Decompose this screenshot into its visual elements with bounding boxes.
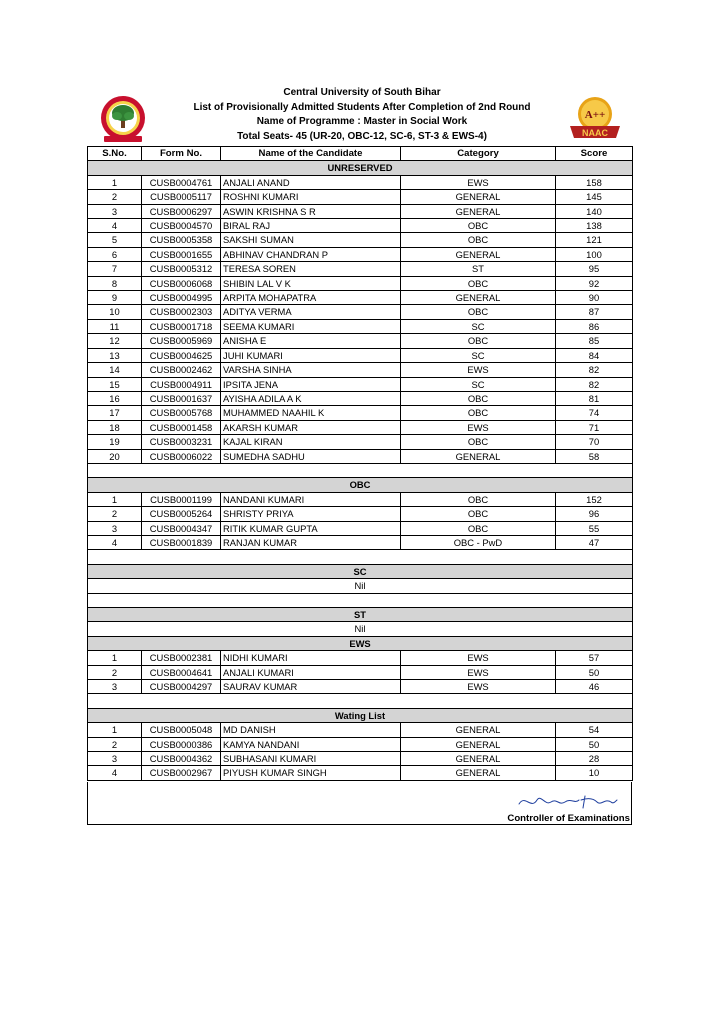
cell-form-no: CUSB0005969 [142,334,221,348]
cell-score: 82 [556,363,633,377]
table-row [88,406,633,420]
cell-score: 58 [556,449,633,463]
section-header-row [88,708,633,722]
cell-candidate-name: AYISHA ADILA A K [221,391,401,405]
cell-sno: 9 [88,291,142,305]
table-row [88,435,633,449]
cell-score: 81 [556,391,633,405]
table-row [88,334,633,348]
cell-sno: 2 [88,190,142,204]
naac-label: NAAC [582,128,608,138]
cell-candidate-name: KAMYA NANDANI [221,737,401,751]
cell-score: 82 [556,377,633,391]
cell-sno: 7 [88,262,142,276]
cell-form-no: CUSB0006022 [142,449,221,463]
cell-candidate-name: KAJAL KIRAN [221,435,401,449]
cell-sno: 2 [88,737,142,751]
cell-form-no: CUSB0002303 [142,305,221,319]
university-name: Central University of South Bihar [283,87,441,98]
table-row [88,204,633,218]
cell-category: OBC [401,521,556,535]
col-form-no: Form No. [142,147,221,161]
cell-form-no: CUSB0001458 [142,420,221,434]
cell-form-no: CUSB0003231 [142,435,221,449]
cell-score: 54 [556,723,633,737]
section-header-row [88,478,633,492]
cell-candidate-name: ARPITA MOHAPATRA [221,291,401,305]
section-title: EWS [88,636,633,650]
blank-row [88,593,633,607]
cell-category: OBC [401,219,556,233]
cell-category: OBC [401,391,556,405]
cell-sno: 1 [88,651,142,665]
university-seal-logo [96,94,150,144]
table-row [88,190,633,204]
cell-candidate-name: RITIK KUMAR GUPTA [221,521,401,535]
cell-candidate-name: SAURAV KUMAR [221,679,401,693]
controller-of-examinations: Controller of Examinations [507,813,630,824]
table-row [88,276,633,290]
blank-cell [88,550,633,564]
cell-score: 87 [556,305,633,319]
col-sno: S.No. [88,147,142,161]
cell-form-no: CUSB0001655 [142,247,221,261]
cell-form-no: CUSB0004347 [142,521,221,535]
cell-candidate-name: SHIBIN LAL V K [221,276,401,290]
cell-score: 50 [556,737,633,751]
naac-grade: A++ [584,109,606,121]
blank-cell [88,463,633,477]
cell-form-no: CUSB0002381 [142,651,221,665]
cell-category: OBC [401,334,556,348]
cell-candidate-name: ADITYA VERMA [221,305,401,319]
table-row [88,247,633,261]
cell-category: OBC [401,435,556,449]
cell-category: GENERAL [401,247,556,261]
cell-form-no: CUSB0004761 [142,175,221,189]
table-row [88,291,633,305]
programme-name: Name of Programme : Master in Social Work [256,116,468,127]
cell-candidate-name: ANISHA E [221,334,401,348]
table-row [88,535,633,549]
section-title: Wating List [88,708,633,722]
cell-form-no: CUSB0004911 [142,377,221,391]
nil-text: Nil [88,622,633,636]
cell-category: EWS [401,665,556,679]
cell-sno: 16 [88,391,142,405]
table-row [88,391,633,405]
blank-row [88,694,633,708]
cell-form-no: CUSB0004297 [142,679,221,693]
cell-score: 47 [556,535,633,549]
section-header-row [88,564,633,578]
cell-category: EWS [401,363,556,377]
cell-candidate-name: NANDANI KUMARI [221,492,401,506]
cell-sno: 13 [88,348,142,362]
cell-category: OBC [401,406,556,420]
nil-row [88,579,633,593]
cell-form-no: CUSB0001199 [142,492,221,506]
cell-candidate-name: SEEMA KUMARI [221,319,401,333]
cell-sno: 2 [88,507,142,521]
cell-score: 84 [556,348,633,362]
blank-cell [88,593,633,607]
cell-sno: 1 [88,175,142,189]
cell-form-no: CUSB0005358 [142,233,221,247]
admission-list-table [87,146,633,781]
cell-score: 28 [556,752,633,766]
cell-category: OBC [401,492,556,506]
table-row [88,723,633,737]
list-title: List of Provisionally Admitted Students After Completion of 2nd Round [193,101,531,113]
cell-sno: 5 [88,233,142,247]
cell-category: OBC [401,507,556,521]
cell-sno: 3 [88,521,142,535]
cell-form-no: CUSB0000386 [142,737,221,751]
cell-score: 46 [556,679,633,693]
cell-form-no: CUSB0004570 [142,219,221,233]
table-row [88,766,633,780]
cell-score: 145 [556,190,633,204]
cell-sno: 17 [88,406,142,420]
table-row [88,665,633,679]
cell-form-no: CUSB0004362 [142,752,221,766]
cell-form-no: CUSB0005768 [142,406,221,420]
cell-category: GENERAL [401,737,556,751]
table-row [88,319,633,333]
cell-score: 92 [556,276,633,290]
cell-score: 95 [556,262,633,276]
cell-candidate-name: SHRISTY PRIYA [221,507,401,521]
cell-category: EWS [401,175,556,189]
cell-form-no: CUSB0006297 [142,204,221,218]
cell-form-no: CUSB0002967 [142,766,221,780]
table-row [88,233,633,247]
cell-score: 121 [556,233,633,247]
section-header-row [88,636,633,650]
section-title: UNRESERVED [88,161,633,175]
col-candidate-name: Name of the Candidate [221,147,401,161]
cell-category: EWS [401,679,556,693]
cell-candidate-name: SUMEDHA SADHU [221,449,401,463]
cell-form-no: CUSB0004641 [142,665,221,679]
cell-category: GENERAL [401,723,556,737]
table-row [88,521,633,535]
cell-score: 138 [556,219,633,233]
col-category: Category [401,147,556,161]
cell-form-no: CUSB0005117 [142,190,221,204]
cell-sno: 1 [88,723,142,737]
cell-score: 57 [556,651,633,665]
table-row [88,507,633,521]
cell-form-no: CUSB0001637 [142,391,221,405]
col-score: Score [556,147,633,161]
cell-candidate-name: ASWIN KRISHNA S R [221,204,401,218]
cell-candidate-name: PIYUSH KUMAR SINGH [221,766,401,780]
cell-category: SC [401,348,556,362]
table-row [88,305,633,319]
table-row [88,679,633,693]
cell-sno: 12 [88,334,142,348]
table-row [88,492,633,506]
cell-category: EWS [401,651,556,665]
cell-score: 50 [556,665,633,679]
cell-candidate-name: ANJALI KUMARI [221,665,401,679]
cell-score: 140 [556,204,633,218]
cell-candidate-name: JUHI KUMARI [221,348,401,362]
cell-form-no: CUSB0004625 [142,348,221,362]
cell-score: 158 [556,175,633,189]
table-row [88,262,633,276]
cell-category: SC [401,319,556,333]
cell-score: 152 [556,492,633,506]
cell-candidate-name: ABHINAV CHANDRAN P [221,247,401,261]
cell-category: OBC [401,233,556,247]
cell-sno: 18 [88,420,142,434]
table-row [88,449,633,463]
section-title: ST [88,607,633,621]
table-row [88,219,633,233]
cell-sno: 10 [88,305,142,319]
cell-candidate-name: BIRAL RAJ [221,219,401,233]
cell-score: 90 [556,291,633,305]
cell-sno: 8 [88,276,142,290]
cell-candidate-name: AKARSH KUMAR [221,420,401,434]
cell-sno: 4 [88,766,142,780]
cell-form-no: CUSB0005264 [142,507,221,521]
cell-sno: 4 [88,219,142,233]
cell-sno: 15 [88,377,142,391]
blank-cell [88,694,633,708]
cell-category: OBC [401,305,556,319]
section-header-row [88,607,633,621]
cell-sno: 2 [88,665,142,679]
cell-form-no: CUSB0001839 [142,535,221,549]
cell-candidate-name: TERESA SOREN [221,262,401,276]
cell-sno: 1 [88,492,142,506]
cell-sno: 3 [88,204,142,218]
cell-sno: 6 [88,247,142,261]
section-title: SC [88,564,633,578]
cell-score: 10 [556,766,633,780]
cell-sno: 3 [88,752,142,766]
total-seats: Total Seats- 45 (UR-20, OBC-12, SC-6, ST-3 & EWS-4) [237,130,487,142]
cell-category: OBC [401,276,556,290]
table-row [88,363,633,377]
cell-form-no: CUSB0005312 [142,262,221,276]
cell-candidate-name: ANJALI ANAND [221,175,401,189]
section-title: OBC [88,478,633,492]
handwritten-signature [515,790,620,812]
cell-sno: 3 [88,679,142,693]
table-header-row [88,147,633,161]
cell-category: GENERAL [401,291,556,305]
cell-category: GENERAL [401,204,556,218]
cell-score: 86 [556,319,633,333]
cell-score: 70 [556,435,633,449]
cell-score: 74 [556,406,633,420]
cell-form-no: CUSB0001718 [142,319,221,333]
blank-row [88,463,633,477]
cell-sno: 19 [88,435,142,449]
table-row [88,175,633,189]
cell-candidate-name: ROSHNI KUMARI [221,190,401,204]
table-row [88,651,633,665]
cell-candidate-name: MUHAMMED NAAHIL K [221,406,401,420]
cell-category: OBC - PwD [401,535,556,549]
cell-candidate-name: SUBHASANI KUMARI [221,752,401,766]
cell-score: 71 [556,420,633,434]
cell-category: EWS [401,420,556,434]
cell-score: 55 [556,521,633,535]
cell-candidate-name: VARSHA SINHA [221,363,401,377]
cell-category: GENERAL [401,752,556,766]
cell-candidate-name: MD DANISH [221,723,401,737]
nil-row [88,622,633,636]
cell-category: ST [401,262,556,276]
cell-score: 96 [556,507,633,521]
cell-form-no: CUSB0005048 [142,723,221,737]
cell-score: 100 [556,247,633,261]
cell-score: 85 [556,334,633,348]
cell-category: GENERAL [401,190,556,204]
section-header-row [88,161,633,175]
table-row [88,377,633,391]
cell-sno: 11 [88,319,142,333]
cell-category: SC [401,377,556,391]
cell-form-no: CUSB0004995 [142,291,221,305]
nil-text: Nil [88,579,633,593]
cell-form-no: CUSB0002462 [142,363,221,377]
cell-candidate-name: SAKSHI SUMAN [221,233,401,247]
table-row [88,737,633,751]
blank-row [88,550,633,564]
cell-sno: 20 [88,449,142,463]
cell-category: GENERAL [401,449,556,463]
cell-candidate-name: IPSITA JENA [221,377,401,391]
cell-category: GENERAL [401,766,556,780]
cell-candidate-name: NIDHI KUMARI [221,651,401,665]
cell-sno: 4 [88,535,142,549]
cell-candidate-name: RANJAN KUMAR [221,535,401,549]
cell-form-no: CUSB0006068 [142,276,221,290]
naac-badge-logo [564,94,626,144]
cell-sno: 14 [88,363,142,377]
table-row [88,420,633,434]
table-row [88,348,633,362]
table-row [88,752,633,766]
